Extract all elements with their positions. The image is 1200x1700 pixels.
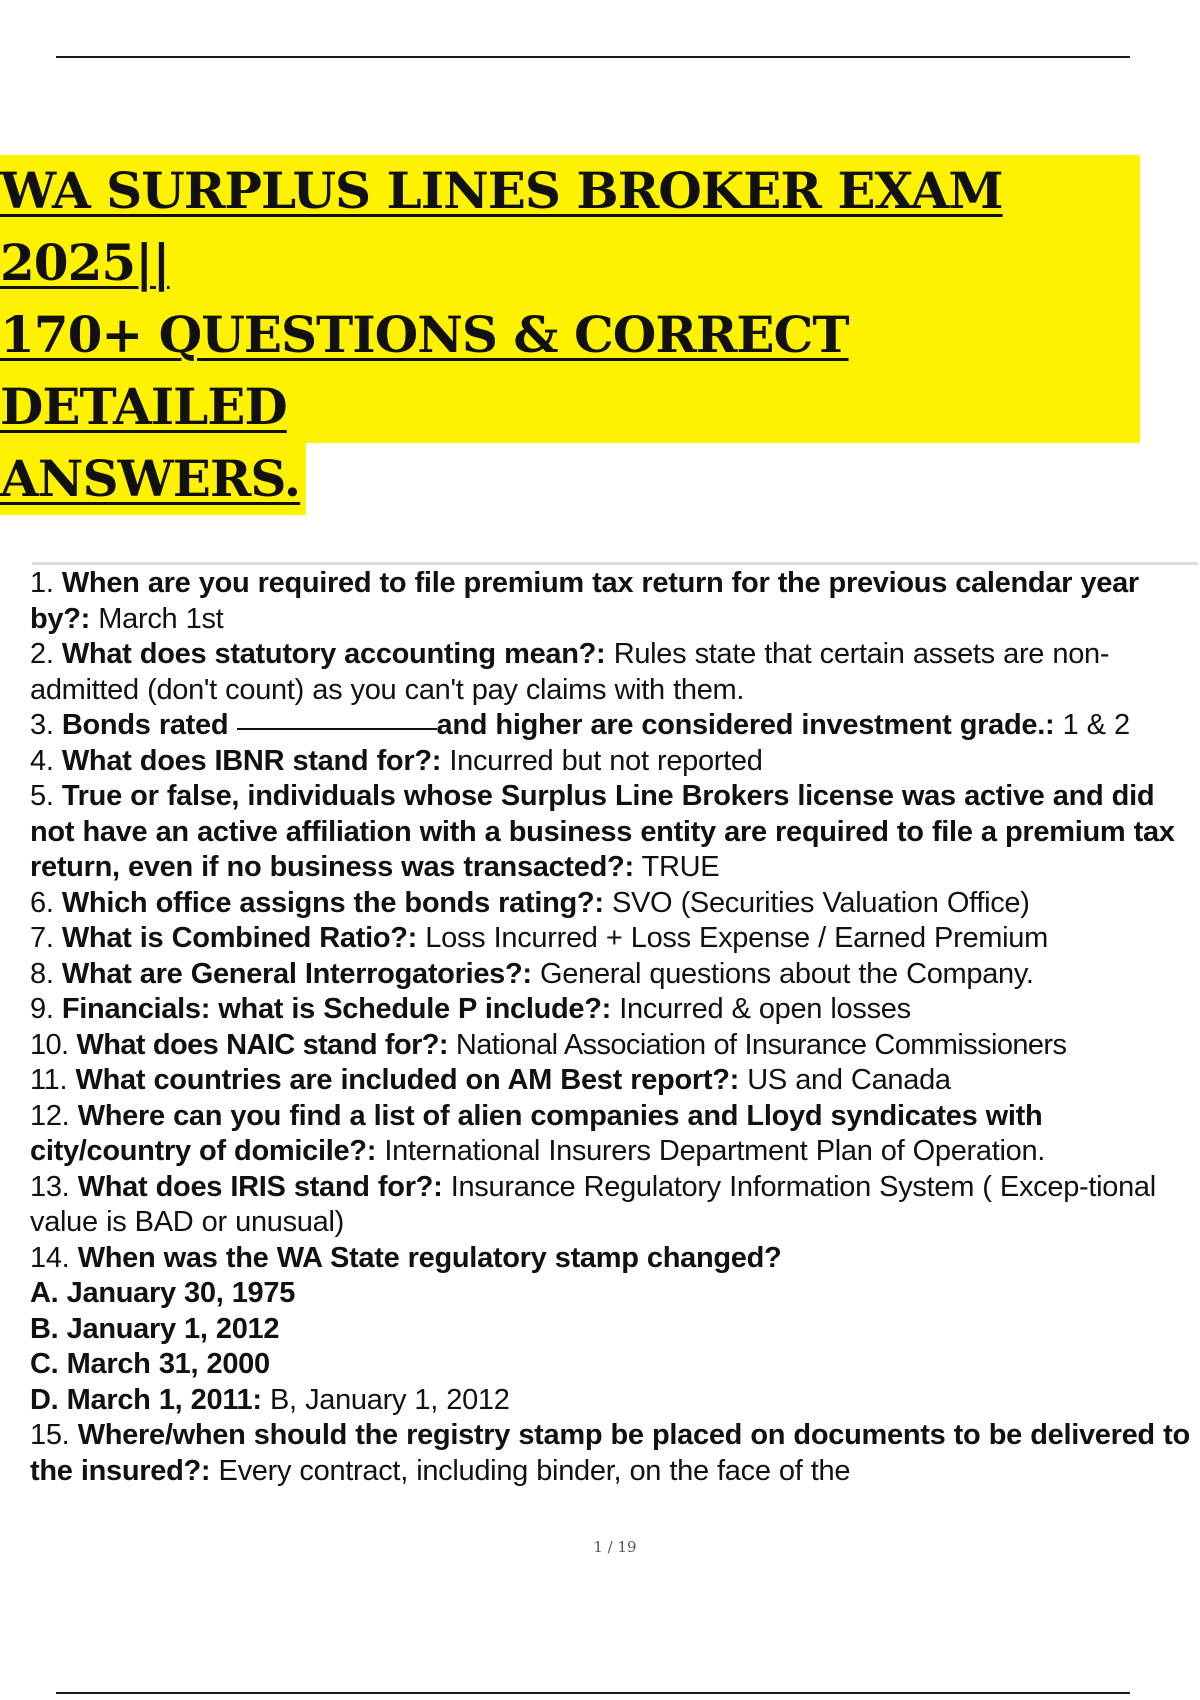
qa-number: 5.: [30, 780, 54, 812]
qa-question: When are you required to file premium tax return for the previous calendar year by?:: [30, 567, 1139, 635]
qa-answer: B, January 1, 2012: [270, 1383, 510, 1416]
qa-answer: TRUE: [641, 851, 720, 883]
qa-answer: International Insurers Department Plan of Operation.: [384, 1135, 1046, 1167]
qa-answer: SVO (Securities Valuation Office): [611, 886, 1030, 919]
qa-item: [30, 921, 1198, 957]
qa-item: [30, 744, 1198, 780]
qa-number: 13.: [30, 1170, 70, 1203]
qa-option: D. March 1, 2011:: [30, 1383, 262, 1416]
qa-question: Where/when should the registry stamp be placed on documents to be delivered to the insured?:: [30, 1419, 1190, 1487]
qa-item: [30, 1241, 1198, 1277]
qa-number: 6.: [30, 886, 54, 919]
qa-question-start: Bonds rated: [61, 709, 229, 741]
qa-number: 1.: [30, 567, 54, 599]
qa-item: [30, 1418, 1198, 1489]
qa-question: Which office assigns the bonds rating?:: [61, 886, 604, 919]
qa-number: 15.: [30, 1419, 70, 1451]
qa-number: 12.: [30, 1099, 70, 1132]
qa-number: 4.: [30, 744, 54, 777]
qa-answer: US and Canada: [747, 1064, 951, 1096]
qa-answer: General questions about the Company.: [540, 957, 1034, 990]
qa-question: When was the WA State regulatory stamp changed?: [77, 1241, 782, 1274]
qa-item: [30, 992, 1198, 1028]
qa-question: Where can you find a list of alien companies and Lloyd syndicates with city/country of domicile?:: [30, 1099, 1043, 1167]
page-number: 1 / 19: [593, 1538, 637, 1556]
qa-number: 2.: [30, 638, 54, 670]
qa-question: What does statutory accounting mean?:: [61, 638, 606, 670]
qa-item: [30, 1028, 1198, 1064]
qa-question: What is Combined Ratio?:: [61, 922, 418, 954]
qa-item: [30, 566, 1198, 637]
qa-list: [30, 566, 1198, 1489]
qa-answer: Loss Incurred + Loss Expense / Earned Premium: [425, 922, 1048, 954]
qa-question: What does IRIS stand for?:: [77, 1170, 443, 1203]
qa-answer: 1 & 2: [1062, 709, 1130, 741]
fill-in-blank: [237, 728, 437, 730]
qa-question: What countries are included on AM Best report?:: [75, 1064, 739, 1096]
qa-question: True or false, individuals whose Surplus Line Brokers license was active and did not have an active affiliation with a business entity are required to file a premium tax return, even if no business was transacted?:: [30, 780, 1175, 883]
qa-number: 14.: [30, 1241, 70, 1274]
qa-item: [30, 1170, 1198, 1241]
qa-question: What does IBNR stand for?:: [61, 744, 442, 777]
qa-option: A. January 30, 1975: [30, 1277, 296, 1309]
qa-answer: Every contract, including binder, on the face of the: [218, 1454, 851, 1487]
qa-number: 7.: [30, 922, 54, 954]
qa-item: [30, 957, 1198, 993]
qa-answer: Rules state that certain assets are non-admitted (don't count) as you can't pay claims with them.: [30, 638, 1110, 706]
qa-question: What does NAIC stand for?:: [76, 1028, 448, 1061]
qa-option: B. January 1, 2012: [30, 1312, 280, 1345]
qa-number: 9.: [30, 993, 54, 1025]
qa-item: [30, 708, 1198, 744]
qa-question-end: and higher are considered investment grade.:: [436, 709, 1055, 741]
qa-item: [30, 779, 1198, 886]
qa-item: [30, 637, 1198, 708]
qa-number: 3.: [30, 709, 54, 741]
qa-answer: Insurance Regulatory Information System ( Excep-tional value is BAD or unusual): [30, 1170, 1156, 1238]
title-line-2: 170+ QUESTIONS & CORRECT DETAILED: [0, 299, 1140, 443]
qa-answer: Incurred but not reported: [449, 744, 763, 777]
title-line-3: ANSWERS.: [0, 443, 306, 515]
qa-answer: Incurred & open losses: [619, 993, 911, 1025]
top-rule: [56, 56, 1130, 58]
section-divider: [32, 562, 1198, 565]
qa-option: C. March 31, 2000: [30, 1348, 270, 1380]
title-line-1: WA SURPLUS LINES BROKER EXAM 2025||: [0, 155, 1140, 299]
qa-number: 8.: [30, 957, 54, 990]
qa-item: [30, 1099, 1198, 1170]
qa-number: 10.: [30, 1028, 69, 1061]
qa-number: 11.: [30, 1064, 68, 1096]
qa-question: What are General Interrogatories?:: [61, 957, 532, 990]
qa-answer: National Association of Insurance Commissioners: [455, 1028, 1067, 1061]
qa-answer: March 1st: [98, 602, 224, 635]
qa-item: [30, 1063, 1198, 1099]
qa-option-with-answer: [30, 1383, 1198, 1419]
qa-item: [30, 886, 1198, 922]
bottom-rule: [56, 1692, 1130, 1694]
document-title: [0, 155, 1140, 515]
qa-question: Financials: what is Schedule P include?:: [61, 993, 612, 1025]
